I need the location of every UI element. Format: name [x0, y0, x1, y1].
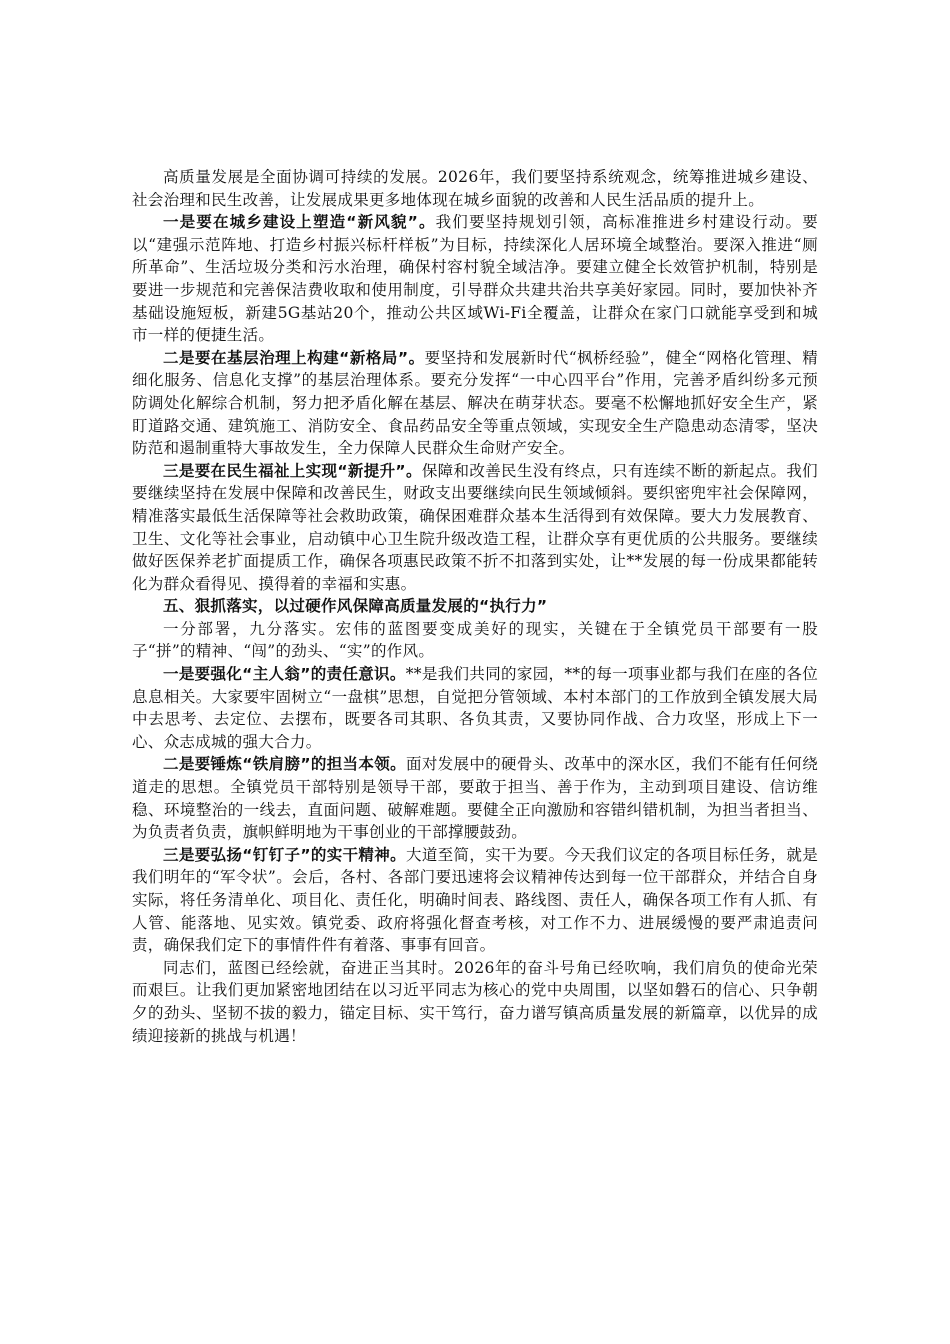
paragraph-text: **是我们共同的家园，**的每一项事业都与我们在座的各位息息相关。大家要牢固树立“一盘棋”思想，自觉把分管领域、本村本部门的工作放到全镇发展大局中去思考、去定位、去摆布，既要各司其职、各负其责，又要协同作战、合力攻坚，形成上下一心、众志成城的强大合力。 — [132, 665, 818, 751]
paragraph-responsibility — [132, 753, 818, 843]
paragraph-text: 一分部署，九分落实。宏伟的蓝图要变成美好的现实，关键在于全镇党员干部要有一股子“拼”的精神、“闯”的劲头、“实”的作风。 — [132, 619, 818, 661]
paragraph-text: 我们要坚持规划引领，高标准推进乡村建设行动。要以“建强示范阵地、打造乡村振兴标杆样板”为目标，持续深化人居环境全域整治。要深入推进“厕所革命”、生活垃圾分类和污水治理，确保村容村貌全域洁净。要建立健全长效管护机制，特别是要进一步规范和完善保洁费收取和使用制度，引导群众共建共治共享美好家园。同时，要加快补齐基础设施短板，新建5G基站20个，推动公共区域Wi-Fi全覆盖，让群众在家门口就能享受到和城市一样的便捷生活。 — [132, 213, 819, 345]
paragraph-text: 大道至简，实干为要。今天我们议定的各项目标任务，就是我们明年的“军令状”。会后，各村、各部门要迅速将会议精神传达到每一位干部群众，并结合自身实际，将任务清单化、项目化、责任化，明确时间表、路线图、责任人，确保各项工作有人抓、有人管、能落地、见实效。镇党委、政府将强化督查考核，对工作不力、进展缓慢的要严肃追责问责，确保我们定下的事情件件有着落、事事有回音。 — [132, 845, 818, 955]
paragraph-lead: 三是要在民生福祉上实现“新提升”。 — [163, 461, 422, 480]
paragraph-closing — [132, 957, 818, 1047]
paragraph-text: 保障和改善民生没有终点，只有连续不断的新起点。我们要继续坚持在发展中保障和改善民生，财政支出要继续向民生领域倾斜。要织密兜牢社会保障网，精准落实最低生活保障等社会救助政策，确保困难群众基本生活得到有效保障。要大力发展教育、卫生、文化等社会事业，启动镇中心卫生院升级改造工程，让群众享有更优质的公共服务。要继续做好医保养老扩面提质工作，确保各项惠民政策不折不扣落到实处，让**发展的每一份成果都能转化为群众看得见、摸得着的幸福和实惠。 — [132, 461, 818, 593]
paragraph-livelihood — [132, 460, 818, 596]
paragraph-lead: 三是要弘扬“钉钉子”的实干精神。 — [163, 845, 406, 864]
paragraph-text: 同志们，蓝图已经绘就，奋进正当其时。2026年的奋斗号角已经吹响，我们肩负的使命光荣而艰巨。让我们更加紧密地团结在以习近平同志为核心的党中央周围，以坚如磐石的信心、只争朝夕的劲头、坚韧不拔的毅力，锚定目标、实干笃行，奋力谱写镇高质量发展的新篇章，以优异的成绩迎接新的挑战与机遇！ — [132, 958, 818, 1045]
document-page — [132, 166, 818, 1047]
paragraph-lead: 一是要强化“主人翁”的责任意识。 — [163, 665, 406, 684]
section-heading: 五、狠抓落实，以过硬作风保障高质量发展的“执行力” — [163, 597, 548, 616]
paragraph-practical-spirit — [132, 844, 818, 957]
paragraph-section-intro — [132, 618, 818, 663]
paragraph-lead: 二是要锤炼“铁肩膀”的担当本领。 — [163, 755, 406, 774]
paragraph-lead: 一是要在城乡建设上塑造“新风貌”。 — [163, 213, 436, 232]
paragraph-intro — [132, 166, 818, 211]
paragraph-text: 面对发展中的硬骨头、改革中的深水区，我们不能有任何绕道走的思想。全镇党员干部特别是领导干部，要敢于担当、善于作为，主动到项目建设、信访维稳、环境整治的一线去，直面问题、破解难题。要健全正向激励和容错纠错机制，为担当者担当、为负责者负责，旗帜鲜明地为干事创业的干部撑腰鼓劲。 — [132, 755, 818, 842]
paragraph-text: 高质量发展是全面协调可持续的发展。2026年，我们要坚持系统观念，统筹推进城乡建设、社会治理和民生改善，让发展成果更多地体现在城乡面貌的改善和人民生活品质的提升上。 — [132, 168, 818, 209]
paragraph-text: 要坚持和发展新时代“枫桥经验”，健全“网格化管理、精细化服务、信息化支撑”的基层治理体系。要充分发挥“一中心四平台”作用，完善矛盾纠纷多元预防调处化解综合机制，努力把矛盾化解在基层、解决在萌芽状态。要毫不松懈地抓好安全生产，紧盯道路交通、建筑施工、消防安全、食品药品安全等重点领域，实现安全生产隐患动态清零，坚决防范和遏制重特大事故发生，全力保障人民群众生命财产安全。 — [132, 348, 818, 458]
paragraph-ownership — [132, 663, 818, 753]
paragraph-grassroots-governance — [132, 347, 818, 460]
paragraph-urban-construction — [132, 211, 818, 347]
paragraph-lead: 二是要在基层治理上构建“新格局”。 — [163, 348, 425, 367]
